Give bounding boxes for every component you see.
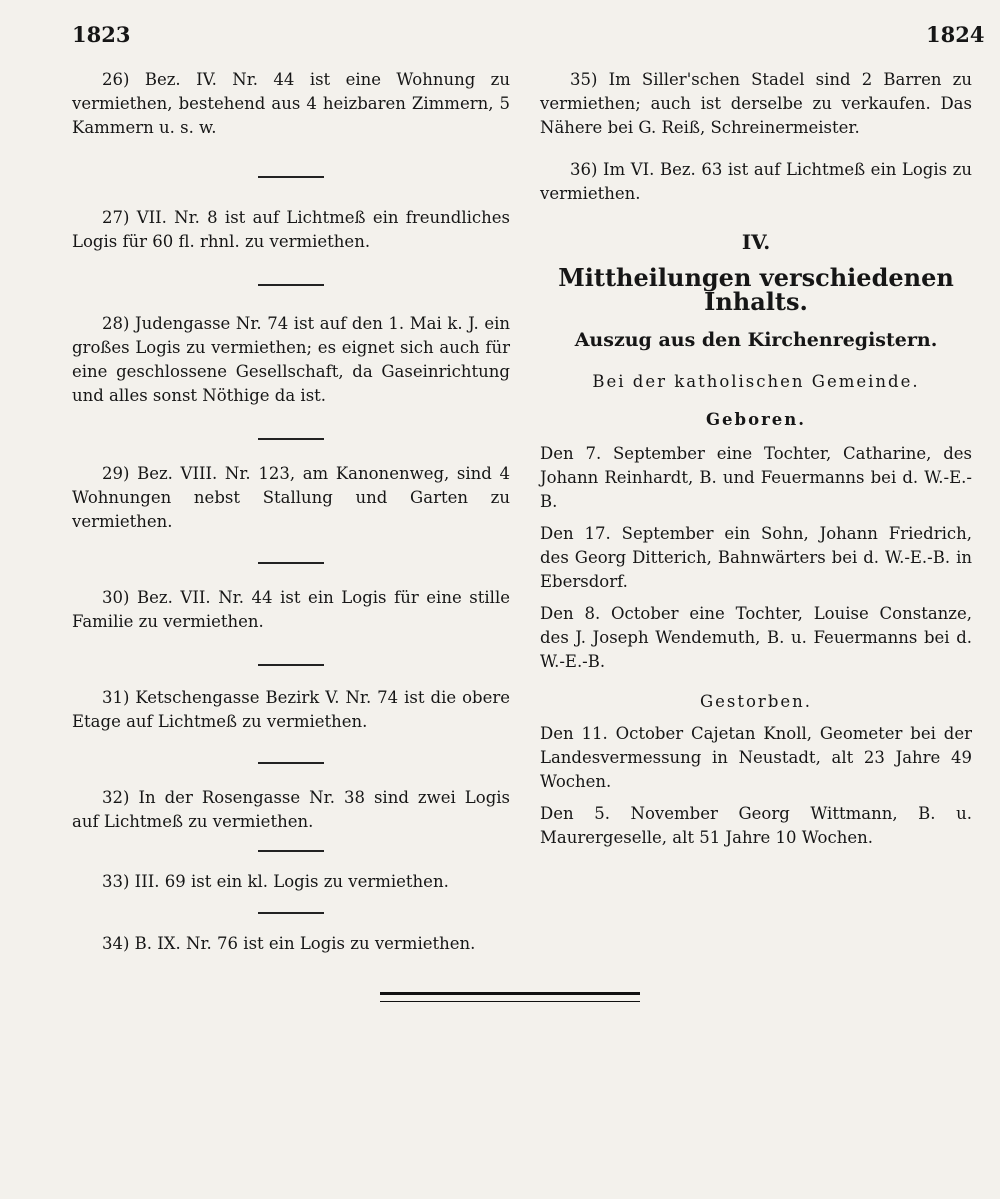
died-heading: Gestorben. [699,692,813,711]
ad-33: 33) III. 69 ist ein kl. Logis zu vermiethen. [102,872,449,891]
page-number-right: 1824 [926,22,985,47]
birth-entry: Den 8. October eine Tochter, Louise Constanze, des J. Joseph Wendemuth, B. u. Feuermanns bei d. W.-E.-B. [540,604,972,671]
birth-entry: Den 17. September ein Sohn, Johann Friedrich, des Georg Ditterich, Bahnwärters bei d. W.-E.-B. in Ebersdorf. [540,524,972,591]
page-number-left: 1823 [72,22,131,47]
section-end-rule [380,992,640,1002]
death-entry: Den 5. November Georg Wittmann, B. u. Maurergeselle, alt 51 Jahre 10 Wochen. [540,804,972,847]
ad-35: 35) Im Siller'schen Stadel sind 2 Barren zu vermiethen; auch ist derselbe zu verkaufen. Das Nähere bei G. Reiß, Schreinermeister. [540,70,972,137]
section-title: Mittheilungen verschiedenen Inhalts. [558,263,954,316]
death-entry: Den 11. October Cajetan Knoll, Geometer bei der Landesvermessung in Neustadt, alt 23 Jahre 49 Wochen. [540,724,972,791]
left-column [72,68,510,956]
ad-29: 29) Bez. VIII. Nr. 123, am Kanonenweg, sind 4 Wohnungen nebst Stallung und Garten zu vermiethen. [72,464,510,531]
ad-32: 32) In der Rosengasse Nr. 38 sind zwei Logis auf Lichtmeß zu vermiethen. [72,788,510,831]
ad-31: 31) Ketschengasse Bezirk V. Nr. 74 ist die obere Etage auf Lichtmeß zu vermiethen. [72,688,510,731]
right-column [540,68,972,850]
ad-36: 36) Im VI. Bez. 63 ist auf Lichtmeß ein Logis zu vermiethen. [540,160,972,203]
section-number: IV. [741,230,771,254]
ad-30: 30) Bez. VII. Nr. 44 ist ein Logis für eine stille Familie zu vermiethen. [72,588,510,631]
ad-28: 28) Judengasse Nr. 74 ist auf den 1. Mai k. J. ein großes Logis zu vermiethen; es eignet sich auch für eine geschlossene Gesellschaft, da Gaseinrichtung und alles sonst Nöthige da ist. [72,314,510,405]
ad-26: 26) Bez. IV. Nr. 44 ist eine Wohnung zu vermiethen, bestehend aus 4 heizbaren Zimmern, 5 Kammern u. s. w. [72,70,510,137]
parish-heading: Bei der katholischen Gemeinde. [592,372,920,391]
ad-27: 27) VII. Nr. 8 ist auf Lichtmeß ein freundliches Logis für 60 fl. rhnl. zu vermiethen. [72,208,510,251]
ad-34: 34) B. IX. Nr. 76 ist ein Logis zu vermiethen. [102,934,476,953]
birth-entry: Den 7. September eine Tochter, Catharine, des Johann Reinhardt, B. und Feuermanns bei d. W.-E.-B. [540,444,972,511]
born-heading: Geboren. [705,410,807,429]
section-subtitle: Auszug aus den Kirchenregistern. [574,329,938,351]
